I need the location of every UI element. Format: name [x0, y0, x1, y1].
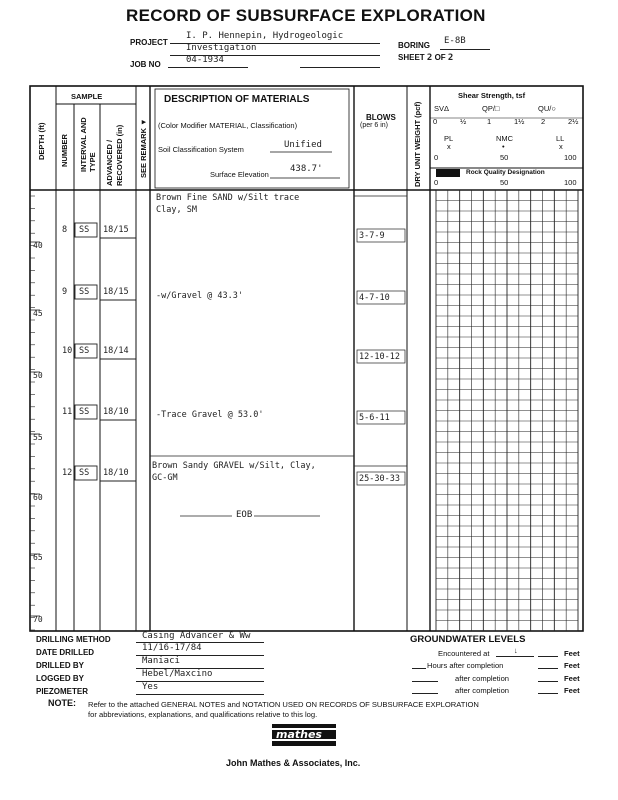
sample-number: 11	[62, 407, 73, 417]
rqd-tick-label: 100	[564, 178, 577, 187]
number-header: NUMBER	[60, 134, 69, 167]
end-of-boring: EOB	[236, 510, 253, 520]
page-title: RECORD OF SUBSURFACE EXPLORATION	[126, 6, 486, 25]
shear-sv-label: SVΔ	[434, 104, 450, 113]
shear-qu-label: QU/○	[538, 104, 556, 113]
drilling-method-value: Casing Advancer & Ww	[142, 631, 251, 641]
interval-type-header: INTERVAL AND TYPE	[79, 117, 97, 172]
shear-tick-label: 1	[487, 117, 492, 126]
nmc-tick-label: 100	[564, 153, 577, 162]
gw-feet-1: Feet	[564, 649, 580, 658]
description-4-line2: GC-GM	[152, 473, 178, 483]
depth-label: 45	[33, 309, 43, 318]
logged-by-value: Hebel/Maxcino	[142, 669, 213, 679]
note-label: NOTE:	[48, 698, 76, 708]
gw-feet-2: Feet	[564, 661, 580, 670]
sheet-total: 2	[447, 53, 454, 63]
gw-after-label-2: after completion	[455, 686, 510, 695]
sample-type: SS	[79, 407, 90, 417]
shear-qp-label: QP/□	[482, 104, 500, 113]
date-drilled-value: 11/16-17/84	[142, 643, 202, 653]
depth-label: 65	[33, 553, 43, 562]
depth-label: 55	[33, 433, 43, 442]
sample-type: SS	[79, 346, 90, 356]
logged-by-label: LOGGED BY	[36, 674, 85, 683]
shear-tick-label: 0	[433, 117, 438, 126]
piezometer-value: Yes	[142, 682, 159, 692]
gw-encountered-label: Encountered at	[438, 649, 490, 658]
job-label: JOB NO	[130, 60, 161, 69]
rqd-tick-label: 0	[434, 178, 439, 187]
pl-label: PL	[444, 134, 454, 143]
shear-tick-label: 2	[541, 117, 546, 126]
description-3: -Trace Gravel @ 53.0'	[156, 410, 264, 420]
sample-blows: 3-7-9	[359, 231, 385, 241]
note-line-1: Refer to the attached GENERAL NOTES and NOTATION USED ON RECORDS OF SUBSURFACE EXPLORATION	[88, 700, 479, 709]
sample-adv-rec: 18/15	[103, 225, 129, 235]
sample-blows: 25-30-33	[359, 474, 400, 484]
shear-tick-label: ½	[460, 117, 467, 126]
description-1-line2: Clay, SM	[156, 205, 197, 215]
adv-rec-header: ADVANCED / RECOVERED (in)	[105, 124, 124, 186]
soil-class-label: Soil Classification System	[158, 145, 244, 154]
depth-header: DEPTH (ft)	[37, 122, 46, 160]
sample-header: SAMPLE	[71, 92, 103, 101]
surface-elevation-label: Surface Elevation	[210, 170, 269, 179]
sample-adv-rec: 18/14	[103, 346, 129, 356]
nmc-tick-label: 0	[434, 153, 439, 162]
description-title: DESCRIPTION OF MATERIALS	[164, 94, 310, 105]
blows-subtitle: (per 6 in)	[360, 122, 389, 129]
nmc-tick-label: 50	[500, 153, 509, 162]
sample-type: SS	[79, 287, 90, 297]
description-1-line1: Brown Fine SAND w/Silt trace	[156, 193, 300, 203]
shear-title: Shear Strength, tsf	[458, 91, 526, 100]
company-name: John Mathes & Associates, Inc.	[226, 758, 361, 768]
gw-after-label-1: after completion	[455, 674, 510, 683]
depth-ticks	[30, 196, 40, 630]
depth-label: 50	[33, 371, 43, 380]
sample-adv-rec: 18/15	[103, 287, 129, 297]
drilled-by-value: Maniaci	[142, 656, 180, 666]
gw-feet-4: Feet	[564, 686, 580, 695]
see-remark-header: SEE REMARK ▼	[139, 118, 148, 178]
project-label: PROJECT	[130, 38, 168, 47]
drilling-method-label: DRILLING METHOD	[36, 635, 111, 644]
job-value: 04-1934	[186, 55, 224, 65]
depth-label: 40	[33, 241, 43, 250]
ll-symbol: x	[559, 142, 563, 151]
description-4-line1: Brown Sandy GRAVEL w/Silt, Clay,	[152, 461, 316, 471]
surface-elevation-value: 438.7'	[290, 164, 323, 174]
depth-label: 60	[33, 493, 43, 502]
rqd-legend-bar	[436, 169, 460, 177]
ll-label: LL	[556, 134, 565, 143]
nmc-label: NMC	[496, 134, 514, 143]
sample-blows: 12-10-12	[359, 352, 400, 362]
note-line-2: for abbreviations, explanations, and qualifications relative to this log.	[88, 710, 318, 719]
boring-value: E-8B	[444, 36, 466, 46]
sample-number: 12	[62, 468, 73, 478]
company-logo	[272, 724, 336, 746]
sample-blows: 5-6-11	[359, 413, 390, 423]
depth-label: 70	[33, 615, 43, 624]
date-drilled-label: DATE DRILLED	[36, 648, 95, 657]
shear-grid	[436, 190, 578, 631]
dry-unit-weight-header: DRY UNIT WEIGHT (pcf)	[413, 101, 422, 187]
sample-type: SS	[79, 468, 90, 478]
description-2: -w/Gravel @ 43.3'	[156, 291, 243, 301]
gw-hours-label: Hours after completion	[427, 661, 504, 670]
pl-symbol: x	[447, 142, 451, 151]
nmc-symbol: •	[502, 142, 505, 151]
sample-number: 9	[62, 287, 68, 297]
piezometer-label: PIEZOMETER	[36, 687, 89, 696]
sample-blows: 4-7-10	[359, 293, 390, 303]
project-value-line2: Investigation	[186, 43, 257, 53]
boring-label: BORING	[398, 41, 430, 50]
blows-title: BLOWS	[366, 113, 396, 122]
sample-number: 10	[62, 346, 73, 356]
gw-feet-3: Feet	[564, 674, 580, 683]
groundwater-title: GROUNDWATER LEVELS	[410, 634, 526, 645]
logo-text: mathes	[276, 728, 322, 741]
project-value-line1: I. P. Hennepin, Hydrogeologic	[186, 31, 344, 41]
sheet-label: SHEET 2 OF 2	[398, 53, 454, 63]
sample-number: 8	[62, 225, 68, 235]
sample-adv-rec: 18/10	[103, 468, 129, 478]
description-subtitle: (Color Modifier MATERIAL, Classification)	[158, 121, 298, 130]
rqd-label: Rock Quality Designation	[466, 169, 545, 176]
sample-adv-rec: 18/10	[103, 407, 129, 417]
rqd-tick-label: 50	[500, 178, 509, 187]
shear-tick-label: 1½	[514, 117, 525, 126]
drilled-by-label: DRILLED BY	[36, 661, 84, 670]
sample-type: SS	[79, 225, 90, 235]
sheet-number: 2	[426, 53, 433, 63]
soil-class-value: Unified	[284, 140, 322, 150]
shear-tick-label: 2½	[568, 117, 579, 126]
gw-encountered-symbol: ↓	[514, 646, 518, 655]
